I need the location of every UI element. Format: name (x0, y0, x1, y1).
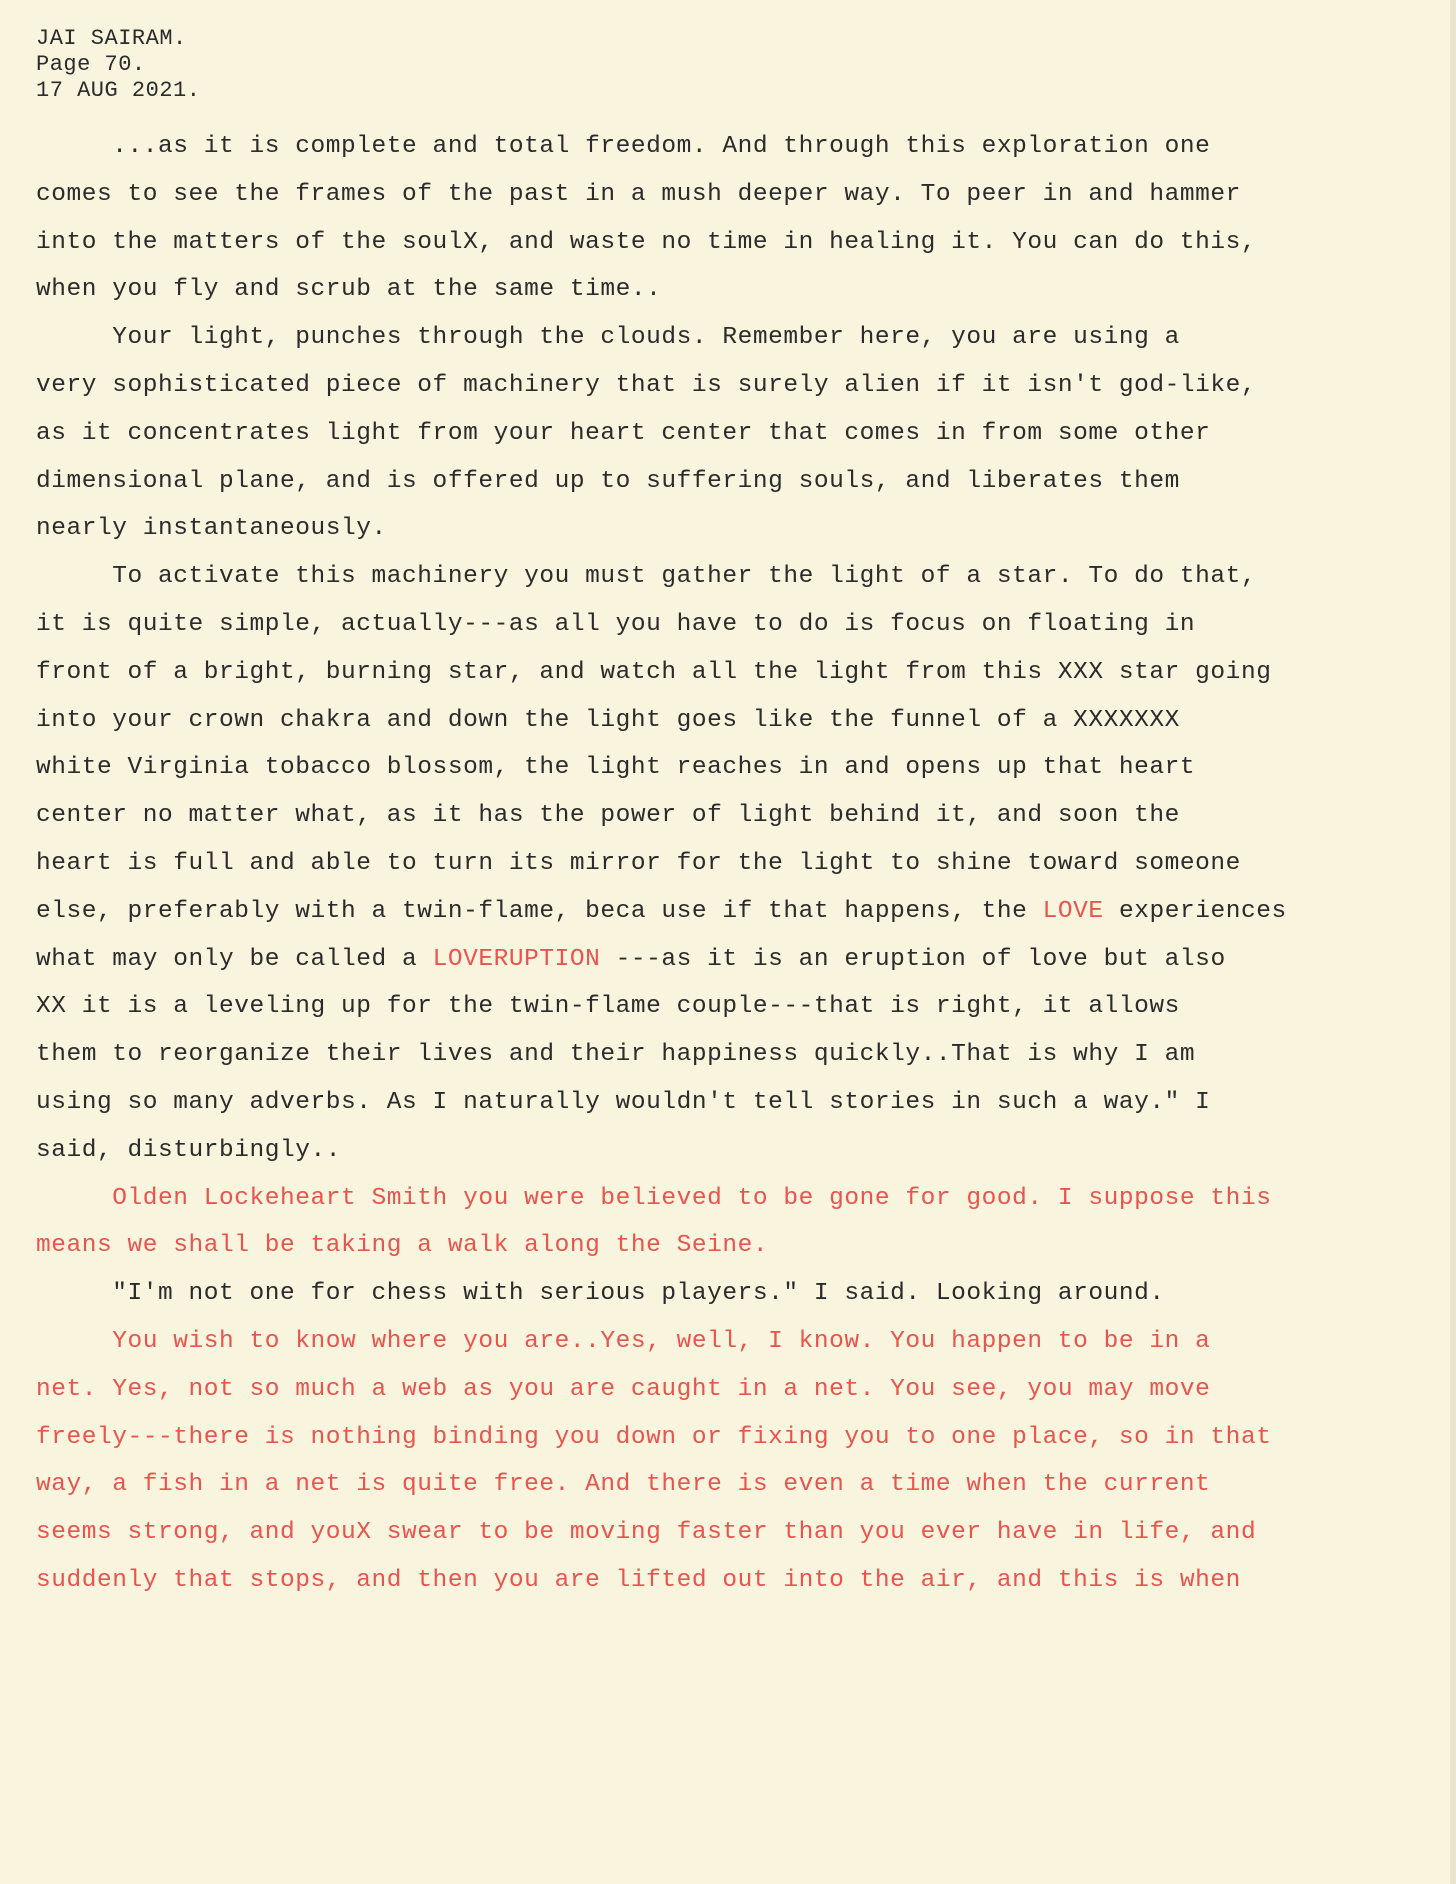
text-line: dimensional plane, and is offered up to suffering souls, and liberates them (36, 467, 1180, 495)
header-title: JAI SAIRAM. (36, 26, 187, 51)
page-edge (1450, 0, 1456, 1884)
text-line: white Virginia tobacco blossom, the light reaches in and opens up that heart (36, 754, 1196, 782)
text-line: "I'm not one for chess with serious players." I said. Looking around. (36, 1280, 1165, 1308)
header-page-number: Page 70. (36, 52, 146, 77)
header-date: 17 AUG 2021. (36, 78, 201, 103)
text-line: ...as it is complete and total freedom. And through this exploration one (36, 133, 1211, 160)
text-line: heart is full and able to turn its mirror for the light to shine toward someone (36, 850, 1241, 877)
text-line: using so many adverbs. As I naturally wouldn't tell stories in such a way." I (36, 1089, 1211, 1116)
text-line: when you fly and scrub at the same time.. (36, 276, 662, 304)
text-line: suddenly that stops, and then you are lifted out into the air, and this is when (36, 1567, 1241, 1594)
text-line: seems strong, and youX swear to be moving faster than you ever have in life, and (36, 1519, 1257, 1547)
text-line: into the matters of the soulX, and waste no time in healing it. You can do this, (36, 228, 1257, 256)
text-line: center no matter what, as it has the power of light behind it, and soon the (36, 802, 1180, 830)
text-line: comes to see the frames of the past in a mush deeper way. To peer in and hammer (36, 180, 1241, 208)
text-line: it is quite simple, actually---as all you have to do is focus on floating in (36, 611, 1196, 638)
text-line: means we shall be taking a walk along the Seine. (36, 1232, 769, 1260)
text-line: net. Yes, not so much a web as you are caught in a net. You see, you may move (36, 1375, 1211, 1403)
text-line: freely---there is nothing binding you down or fixing you to one place, so in that (36, 1423, 1272, 1451)
text-line: them to reorganize their lives and their happiness quickly..That is why I am (36, 1041, 1196, 1069)
text-line: way, a fish in a net is quite free. And there is even a time when the current (36, 1471, 1211, 1499)
red-word: LOVERUPTION (432, 945, 601, 973)
text-line: very sophisticated piece of machinery that is surely alien if it isn't god-like, (36, 372, 1257, 399)
text-line: what may only be called a LOVERUPTION ---as it is an eruption of love but also (36, 945, 1226, 973)
text-line: To activate this machinery you must gather the light of a star. To do that, (36, 563, 1257, 591)
text-line: into your crown chakra and down the light goes like the funnel of a XXXXXXX (36, 706, 1180, 734)
text-line: else, preferably with a twin-flame, beca use if that happens, the LOVE experiences (36, 897, 1287, 925)
text-line: XX it is a leveling up for the twin-flame couple---that is right, it allows (36, 993, 1180, 1021)
text-line: nearly instantaneously. (36, 515, 387, 543)
text-line: Olden Lockeheart Smith you were believed to be gone for good. I suppose this (36, 1184, 1272, 1212)
text-line: front of a bright, burning star, and watch all the light from this XXX star going (36, 658, 1272, 686)
page-header (36, 26, 200, 104)
text-line: said, disturbingly.. (36, 1136, 342, 1164)
red-word: LOVE (1042, 897, 1104, 925)
text-line: You wish to know where you are..Yes, well, I know. You happen to be in a (36, 1328, 1211, 1355)
text-line: as it concentrates light from your heart center that comes in from some other (36, 419, 1211, 447)
text-line: Your light, punches through the clouds. Remember here, you are using a (36, 324, 1180, 352)
